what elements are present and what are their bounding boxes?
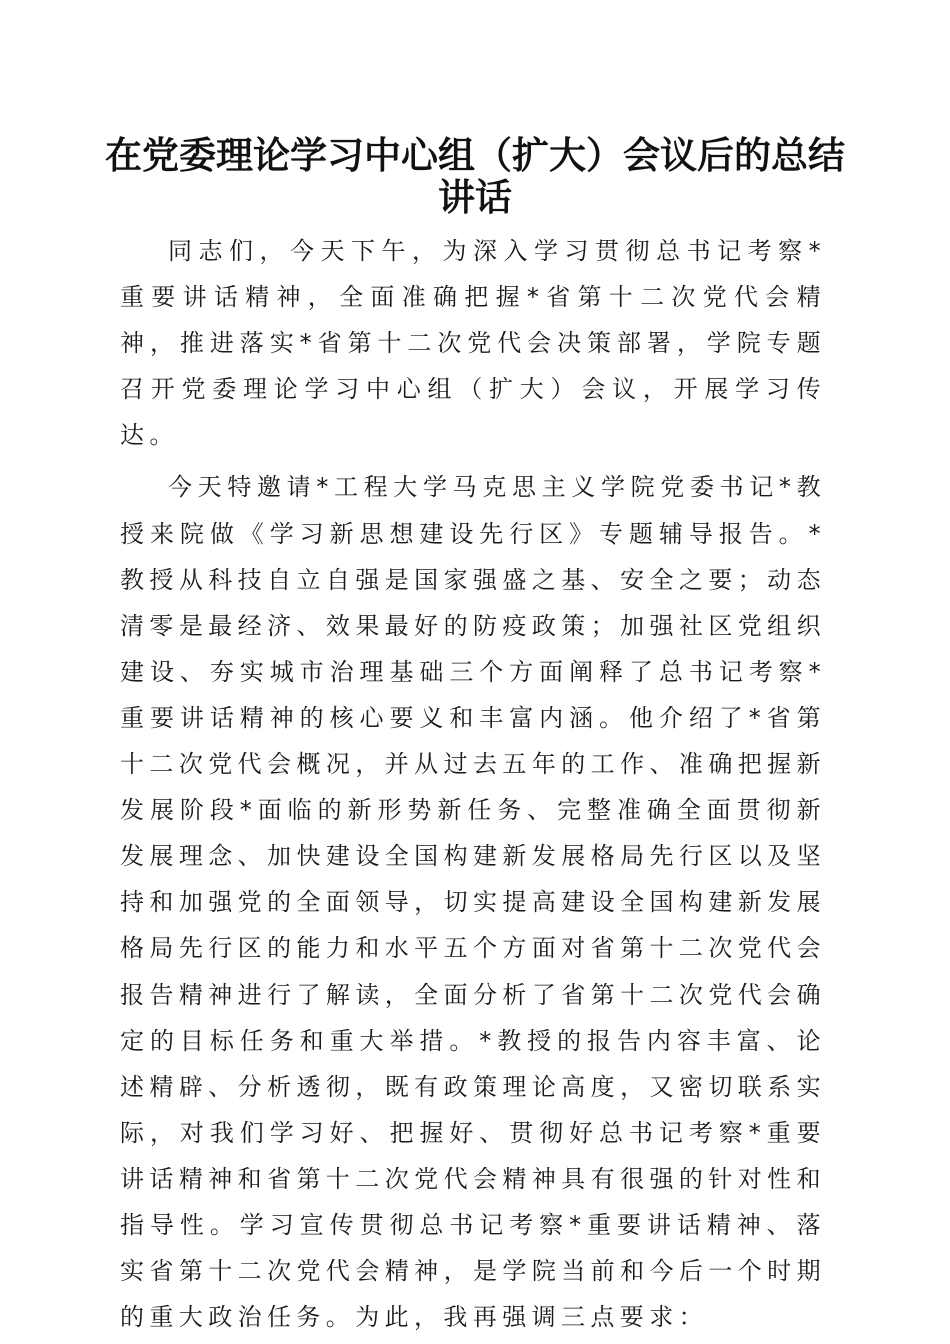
document-title: 在党委理论学习中心组（扩大）会议后的总结讲话 [105, 133, 845, 219]
paragraph-opening: 同志们，今天下午，为深入学习贯彻总书记考察*重要讲话精神，全面准确把握*省第十二次党代会精神，推进落实*省第十二次党代会决策部署，学院专题召开党委理论学习中心组（扩大）会议，开展学习传达。 [120, 237, 826, 450]
document-body [120, 228, 826, 1340]
paragraph-report-summary: 今天特邀请*工程大学马克思主义学院党委书记*教授来院做《学习新思想建设先行区》专题辅导报告。*教授从科技自立自强是国家强盛之基、安全之要；动态清零是最经济、效果最好的防疫政策；加强社区党组织建设、夯实城市治理基础三个方面阐释了总书记考察*重要讲话精神的核心要义和丰富内涵。他介绍了*省第十二次党代会概况，并从过去五年的工作、准确把握新发展阶段*面临的新形势新任务、完整准确全面贯彻新发展理念、加快建设全国构建新发展格局先行区以及坚持和加强党的全面领导，切实提高建设全国构建新发展格局先行区的能力和水平五个方面对省第十二次党代会报告精神进行了解读，全面分析了省第十二次党代会确定的目标任务和重大举措。*教授的报告内容丰富、论述精辟、分析透彻，既有政策理论高度，又密切联系实际，对我们学习好、把握好、贯彻好总书记考察*重要讲话精神和省第十二次党代会精神具有很强的针对性和指导性。学习宣传贯彻总书记考察*重要讲话精神、落实省第十二次党代会精神，是学院当前和今后一个时期的重大政治任务。为此，我再强调三点要求： [120, 473, 826, 1332]
